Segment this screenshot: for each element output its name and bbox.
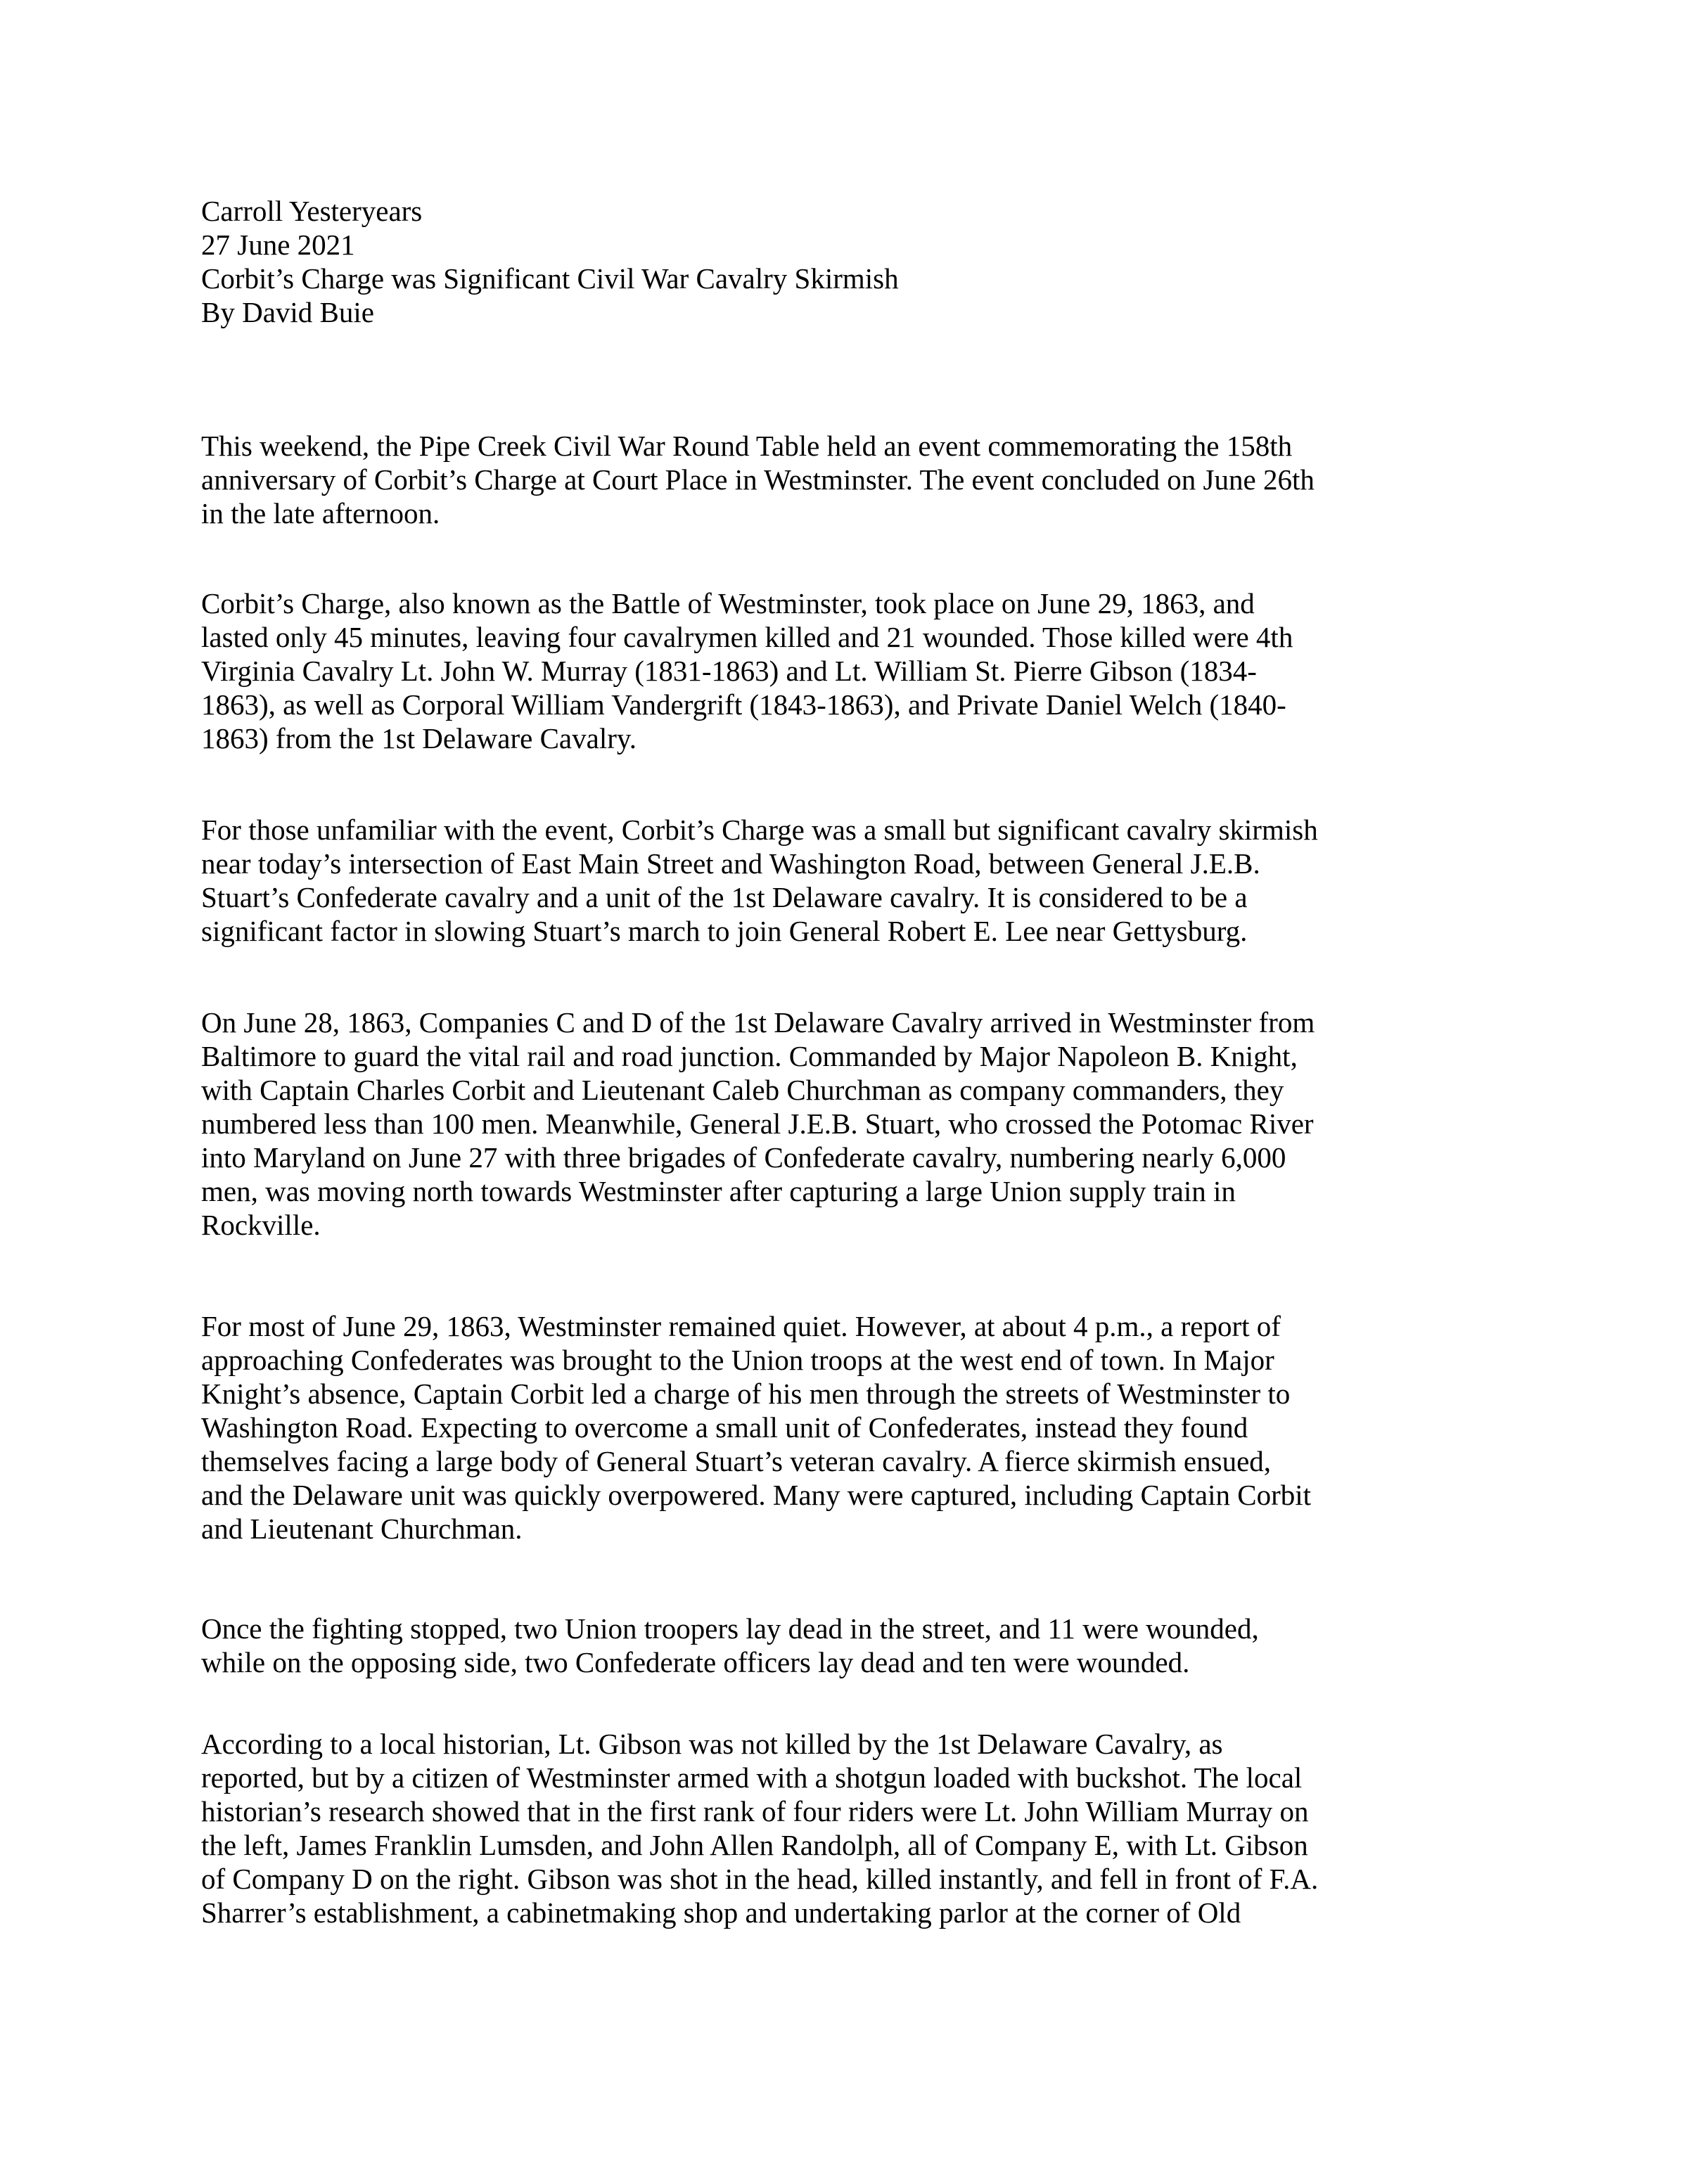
text-line: Rockville. <box>201 1209 321 1241</box>
text-line: significant factor in slowing Stuart’s march to join General Robert E. Lee near Gettysburg. <box>201 915 1248 947</box>
text-line: reported, but by a citizen of Westminster armed with a shotgun loaded with buckshot. The local <box>201 1761 1303 1794</box>
text-line: and the Delaware unit was quickly overpowered. Many were captured, including Captain Corbit <box>201 1479 1311 1511</box>
text-line: themselves facing a large body of General Stuart’s veteran cavalry. A fierce skirmish ensued, <box>201 1445 1272 1477</box>
paragraph-7 <box>201 1727 1537 1929</box>
paragraph-5 <box>201 1309 1537 1546</box>
paragraph-6 <box>201 1612 1537 1679</box>
text-line: into Maryland on June 27 with three brigades of Confederate cavalry, numbering nearly 6,000 <box>201 1141 1286 1174</box>
text-line: of Company D on the right. Gibson was shot in the head, killed instantly, and fell in front of F.A. <box>201 1863 1319 1895</box>
text-line: According to a local historian, Lt. Gibson was not killed by the 1st Delaware Cavalry, as <box>201 1728 1223 1760</box>
text-line: For those unfamiliar with the event, Corbit’s Charge was a small but significant cavalry skirmish <box>201 814 1318 846</box>
text-line: For most of June 29, 1863, Westminster remained quiet. However, at about 4 p.m., a report of <box>201 1310 1281 1342</box>
text-line: On June 28, 1863, Companies C and D of the 1st Delaware Cavalry arrived in Westminster from <box>201 1006 1315 1039</box>
text-line: with Captain Charles Corbit and Lieutenant Caleb Churchman as company commanders, they <box>201 1074 1284 1106</box>
text-line: in the late afternoon. <box>201 497 440 529</box>
text-line: near today’s intersection of East Main Street and Washington Road, between General J.E.B. <box>201 847 1260 880</box>
text-line: and Lieutenant Churchman. <box>201 1512 523 1545</box>
paragraph-2 <box>201 586 1537 755</box>
text-line: Sharrer’s establishment, a cabinetmaking shop and undertaking parlor at the corner of Old <box>201 1896 1241 1929</box>
text-line: approaching Confederates was brought to the Union troops at the west end of town. In Major <box>201 1344 1274 1376</box>
column-name: Carroll Yesteryears <box>201 195 423 227</box>
text-line: This weekend, the Pipe Creek Civil War Round Table held an event commemorating the 158th <box>201 430 1293 462</box>
paragraph-4 <box>201 1006 1537 1242</box>
text-line: Washington Road. Expecting to overcome a small unit of Confederates, instead they found <box>201 1411 1248 1444</box>
text-line: Virginia Cavalry Lt. John W. Murray (1831-1863) and Lt. William St. Pierre Gibson (1834- <box>201 655 1257 687</box>
byline: By David Buie <box>201 296 374 328</box>
text-line: 1863), as well as Corporal William Vandergrift (1843-1863), and Private Daniel Welch (1840- <box>201 688 1286 721</box>
paragraph-3 <box>201 813 1537 948</box>
article-header <box>201 194 1537 329</box>
text-line: anniversary of Corbit’s Charge at Court Place in Westminster. The event concluded on June 26th <box>201 463 1315 496</box>
text-line: Knight’s absence, Captain Corbit led a charge of his men through the streets of Westminster to <box>201 1377 1291 1410</box>
text-line: historian’s research showed that in the first rank of four riders were Lt. John William Murray on <box>201 1795 1309 1828</box>
text-line: lasted only 45 minutes, leaving four cavalrymen killed and 21 wounded. Those killed were 4th <box>201 621 1293 653</box>
paragraph-1 <box>201 429 1537 530</box>
text-line: Once the fighting stopped, two Union troopers lay dead in the street, and 11 were wounded, <box>201 1612 1259 1645</box>
publication-date: 27 June 2021 <box>201 229 355 261</box>
text-line: the left, James Franklin Lumsden, and John Allen Randolph, all of Company E, with Lt. Gibson <box>201 1829 1308 1861</box>
text-line: Stuart’s Confederate cavalry and a unit of the 1st Delaware cavalry. It is considered to be a <box>201 881 1248 913</box>
text-line: Baltimore to guard the vital rail and road junction. Commanded by Major Napoleon B. Knight, <box>201 1040 1298 1072</box>
text-line: 1863) from the 1st Delaware Cavalry. <box>201 722 637 754</box>
text-line: Corbit’s Charge, also known as the Battle of Westminster, took place on June 29, 1863, and <box>201 587 1255 619</box>
article-title: Corbit’s Charge was Significant Civil War Cavalry Skirmish <box>201 262 899 295</box>
text-line: while on the opposing side, two Confederate officers lay dead and ten were wounded. <box>201 1646 1190 1678</box>
text-line: numbered less than 100 men. Meanwhile, General J.E.B. Stuart, who crossed the Potomac River <box>201 1107 1314 1140</box>
text-line: men, was moving north towards Westminster after capturing a large Union supply train in <box>201 1175 1236 1207</box>
